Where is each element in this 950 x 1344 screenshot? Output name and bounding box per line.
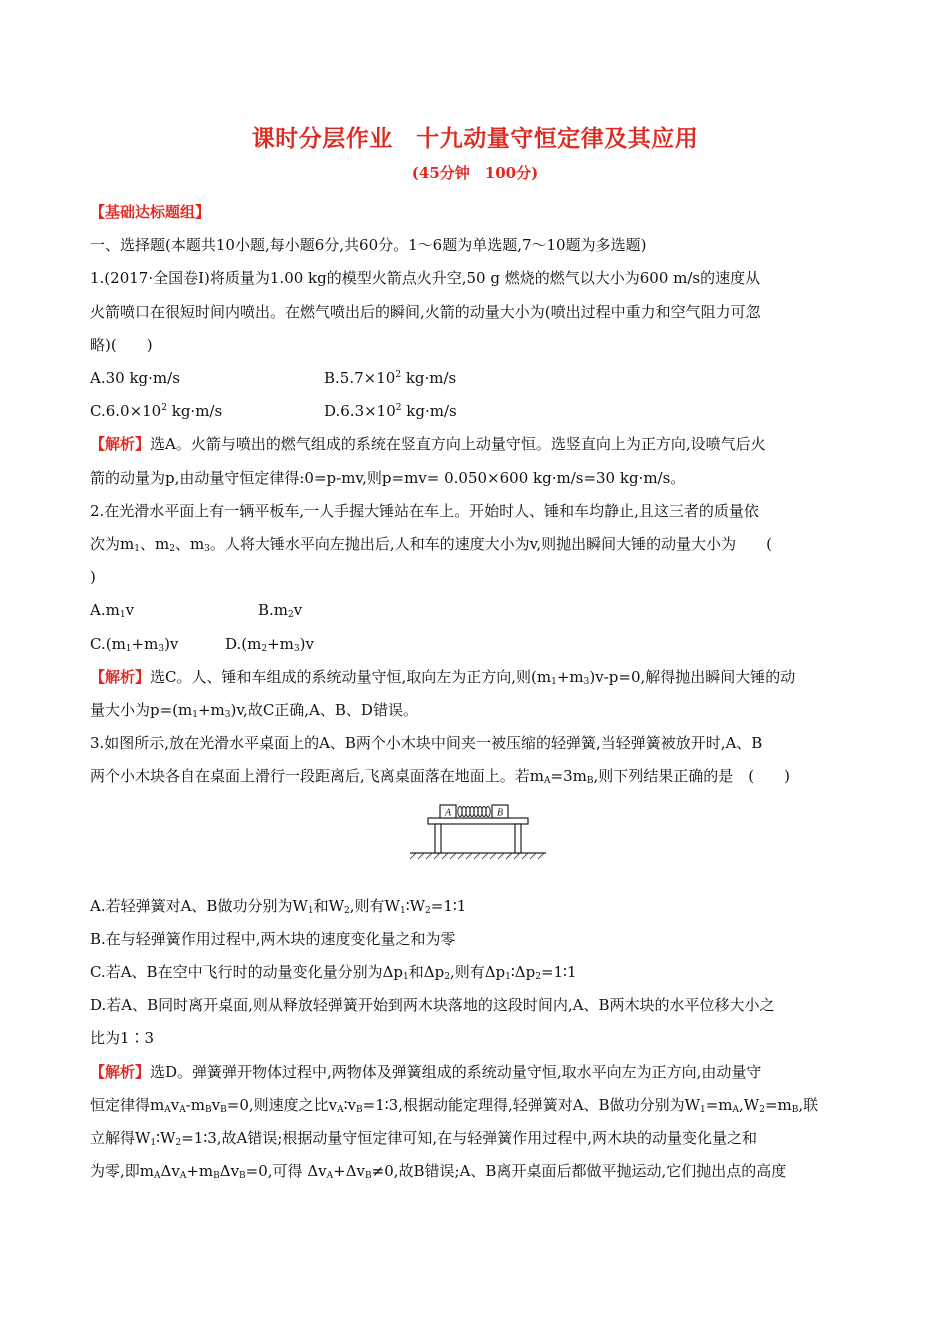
spring-blocks-diagram bbox=[408, 798, 548, 886]
analysis-tag: 【解析】 bbox=[90, 435, 151, 454]
option-row bbox=[90, 362, 862, 395]
question-2 bbox=[90, 495, 862, 727]
analysis: 为零,即$m_A\Delta v_A+m_B\Delta v_B=0$,可得 $\Delta v_A+\Delta v_B\ne 0$,故B错误;A、B离开桌面后都做平抛运动,它们抛出点的高度 bbox=[90, 1162, 787, 1182]
option-row bbox=[90, 628, 862, 661]
option-b: B.在与轻弹簧作用过程中,两木块的速度变化量之和为零 bbox=[90, 929, 456, 948]
option-d: D.若A、B同时离开桌面,则从释放轻弹簧开始到两木块落地的这段时间内,A、B两木块的水平位移大小之 bbox=[90, 996, 775, 1015]
question-1 bbox=[90, 262, 862, 494]
question-text: ) bbox=[90, 568, 96, 587]
instructions: 一、选择题(本题共10小题,每小题6分,共60分。1～6题为单选题,7～10题为多选题) bbox=[90, 236, 647, 255]
option-row bbox=[90, 594, 862, 627]
option-d: $D.(m_2+m_3)v$ bbox=[225, 634, 314, 654]
analysis-tag: 【解析】 bbox=[90, 667, 151, 686]
question-text: 次为$m_1$、$m_2$、$m_3$。人将大锤水平向左抛出后,人和车的速度大小为v,则抛出瞬间大锤的动量大小为 ( bbox=[90, 535, 772, 555]
option-c: C.若A、B在空中飞行时的动量变化量分别为$\Delta p_1$和$\Delta p_2$,则有$\Delta p_1∶\Delta p_2=1∶1$ bbox=[90, 963, 577, 983]
analysis: 箭的动量为p,由动量守恒定律得:0=p-mv,则p=mv= 0.050×600 kg·m/s=30 kg·m/s。 bbox=[90, 468, 686, 487]
question-text: 1.(2017·全国卷Ⅰ)将质量为1.00 kg的模型火箭点火升空,50 g 燃烧的燃气以大小为600 m/s的速度从 bbox=[90, 269, 761, 288]
analysis: 量大小为$p=(m_1+m_3)v$,故C正确,A、B、D错误。 bbox=[90, 701, 418, 721]
block-b-label: B bbox=[497, 807, 504, 819]
page-title: 课时分层作业 十九动量守恒定律及其应用 bbox=[251, 125, 699, 152]
analysis: 恒定律得$m_Av_A-m_Bv_B=0$,则速度之比$v_A∶v_B=1∶3$,根据动能定理得,轻弹簧对A、B做功分别为$W_1=m_A,W_2=m_B$,联 bbox=[90, 1095, 819, 1115]
question-text: 2.在光滑水平面上有一辆平板车,一人手握大锤站在车上。开始时人、锤和车均静止,且这三者的质量依 bbox=[90, 501, 759, 520]
question-3 bbox=[90, 727, 862, 1188]
option-row bbox=[90, 395, 862, 428]
document-body bbox=[90, 196, 862, 1188]
option-a: A.若轻弹簧对A、B做功分别为$W_1$和$W_2$,则有$W_1∶W_2=1∶1$ bbox=[90, 896, 467, 916]
analysis: 【解析】选D。弹簧弹开物体过程中,两物体及弹簧组成的系统动量守恒,取水平向左为正方向,由动量守 bbox=[90, 1062, 762, 1081]
page-subtitle: (45分钟 100分) bbox=[411, 164, 539, 182]
figure-table-spring bbox=[90, 798, 862, 888]
option-b: $B.5.7\times 10^2$ kg·m/s bbox=[324, 369, 457, 388]
question-text: 略)( ) bbox=[90, 335, 153, 354]
block-a-label: A bbox=[445, 807, 452, 819]
option-c: $C.6.0\times 10^2$ kg·m/s bbox=[90, 402, 223, 421]
option-c: $C.(m_1+m_3)v$ bbox=[90, 634, 179, 654]
question-text: 两个小木块各自在桌面上滑行一段距离后,飞离桌面落在地面上。若$m_A=3m_B$,则下列结果正确的是 ( ) bbox=[90, 767, 790, 787]
analysis-tag: 【解析】 bbox=[90, 1062, 151, 1081]
analysis: 【解析】选A。火箭与喷出的燃气组成的系统在竖直方向上动量守恒。选竖直向上为正方向,设喷气后火 bbox=[90, 435, 766, 454]
option-d: 比为1∶3 bbox=[90, 1029, 155, 1048]
option-a: $A.m_1v$ bbox=[90, 601, 135, 621]
analysis: 【解析】选C。人、锤和车组成的系统动量守恒,取向左为正方向,则$(m_1+m_3)v-p=0$,解得抛出瞬间大锤的动 bbox=[90, 667, 796, 687]
question-text: 3.如图所示,放在光滑水平桌面上的A、B两个小木块中间夹一被压缩的轻弹簧,当轻弹簧被放开时,A、B bbox=[90, 734, 763, 753]
section-label: 【基础达标题组】 bbox=[90, 203, 211, 221]
analysis: 立解得$W_1∶W_2=1∶3$,故A错误;根据动量守恒定律可知,在与轻弹簧作用过程中,两木块的动量变化量之和 bbox=[90, 1129, 757, 1149]
option-b: $B.m_2v$ bbox=[258, 601, 303, 621]
question-text: 火箭喷口在很短时间内喷出。在燃气喷出后的瞬间,火箭的动量大小为(喷出过程中重力和空气阻力可忽 bbox=[90, 302, 761, 321]
option-d: $D.6.3\times 10^2$ kg·m/s bbox=[324, 402, 457, 421]
option-a: A.30 kg·m/s bbox=[90, 369, 180, 388]
